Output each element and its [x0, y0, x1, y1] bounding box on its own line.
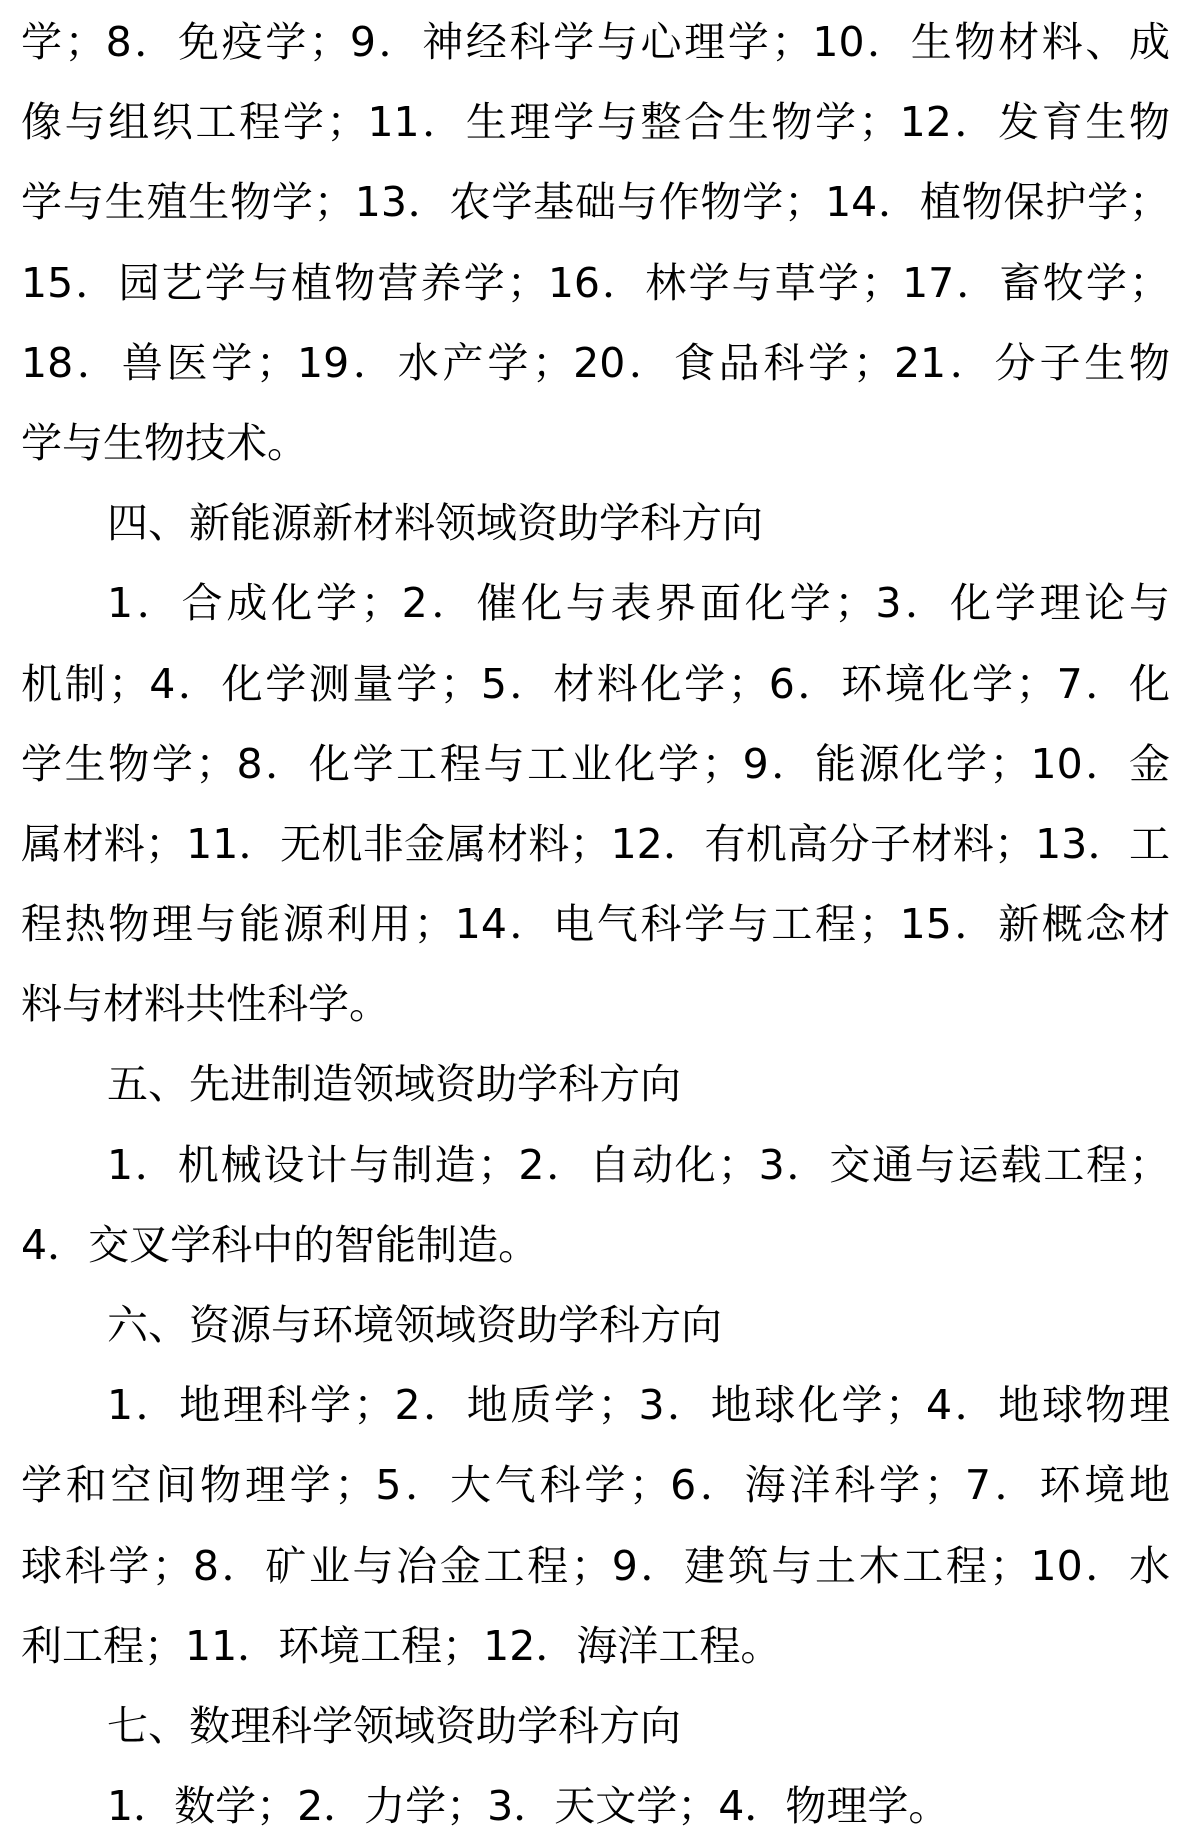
text-line: 1．地理科学；2．地质学；3．地球化学；4．地球物理: [107, 1381, 1170, 1430]
text-line: 1．合成化学；2．催化与表界面化学；3．化学理论与: [107, 579, 1170, 628]
text-line: 程热物理与能源利用；14．电气科学与工程；15．新概念材: [21, 900, 1170, 949]
text-line: 学与生物技术。: [21, 418, 308, 467]
text-line: 学与生殖生物学；13．农学基础与作物学；14．植物保护学；: [21, 178, 1170, 227]
section-heading: 七、数理科学领域资助学科方向: [107, 1701, 681, 1750]
section-heading: 五、先进制造领域资助学科方向: [107, 1060, 681, 1109]
text-line: 像与组织工程学；11．生理学与整合生物学；12．发育生物: [21, 98, 1170, 147]
text-line: 球科学；8．矿业与冶金工程；9．建筑与土木工程；10．水: [21, 1541, 1170, 1590]
text-line: 利工程；11．环境工程；12．海洋工程。: [21, 1621, 782, 1670]
section-mathematical-physical-sciences: [0, 1686, 1193, 1846]
text-line: 18．兽医学；19．水产学；20．食品科学；21．分子生物: [21, 338, 1170, 387]
text-line: 学生物学；8．化学工程与工业化学；9．能源化学；10．金: [21, 739, 1170, 788]
text-line: 属材料；11．无机非金属材料；12．有机高分子材料；13．工: [21, 819, 1170, 868]
text-line: 1．机械设计与制造；2．自动化；3．交通与运载工程；: [107, 1140, 1170, 1189]
section-advanced-manufacturing: [0, 1044, 1193, 1285]
section-heading: 四、新能源新材料领域资助学科方向: [107, 499, 763, 548]
text-line: 4．交叉学科中的智能制造。: [21, 1220, 540, 1269]
text-line: 学；8．免疫学；9．神经科学与心理学；10．生物材料、成: [21, 18, 1170, 66]
section-heading: 六、资源与环境领域资助学科方向: [107, 1301, 722, 1349]
text-line: 机制；4．化学测量学；5．材料化学；6．环境化学；7．化: [21, 659, 1170, 708]
section-new-energy-materials: [0, 483, 1193, 1044]
text-line: 料与材料共性科学。: [21, 980, 390, 1029]
continued-paragraph: [0, 2, 1193, 483]
section-resources-environment: [0, 1285, 1193, 1686]
text-line: 学和空间物理学；5．大气科学；6．海洋科学；7．环境地: [21, 1461, 1170, 1510]
text-line: 15．园艺学与植物营养学；16．林学与草学；17．畜牧学；: [21, 258, 1170, 307]
text-line: 1．数学；2．力学；3．天文学；4．物理学。: [107, 1782, 950, 1831]
